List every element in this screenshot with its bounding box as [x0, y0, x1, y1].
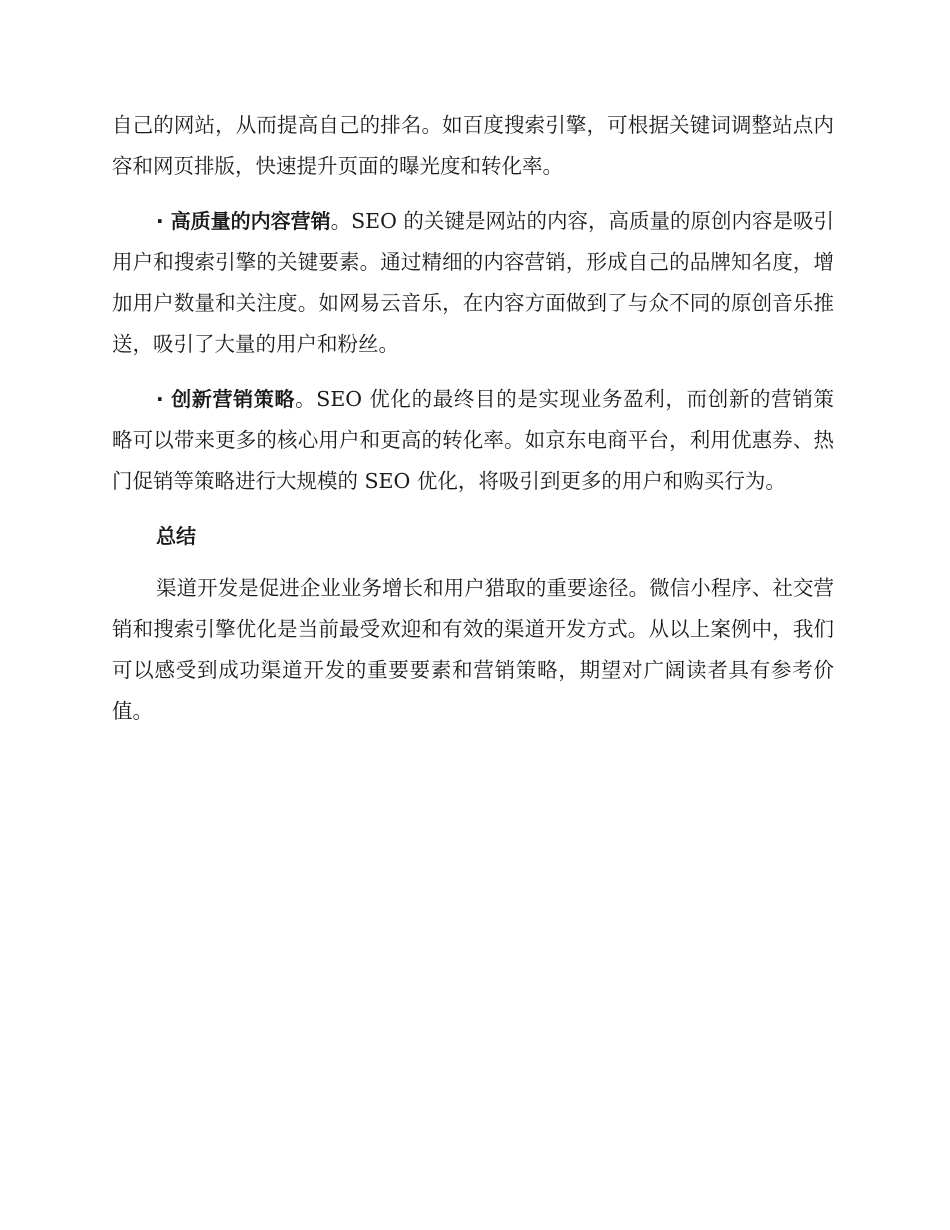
bullet-title-innovative-strategy: · 创新营销策略 [156, 387, 296, 411]
bullet-body-content-marketing: 。SEO 的关键是网站的内容，高质量的原创内容是吸引用户和搜索引擎的关键要素。通过精细的内容营销，形成自己的品牌知名度，增加用户数量和关注度。如网易云音乐，在内容方面做到了与众不同的原创音乐推送，吸引了大量的用户和粉丝。 [112, 209, 834, 356]
summary-heading: 总结 [156, 524, 196, 548]
bullet-title-content-marketing: · 高质量的内容营销 [156, 209, 331, 233]
summary-paragraph: 渠道开发是促进企业业务增长和用户猎取的重要途径。微信小程序、社交营销和搜索引擎优化是当前最受欢迎和有效的渠道开发方式。从以上案例中，我们可以感受到成功渠道开发的重要要素和营销策略，期望对广阔读者具有参考价值。 [112, 576, 834, 723]
bullet-body-innovative-strategy: 。SEO 优化的最终目的是实现业务盈利，而创新的营销策略可以带来更多的核心用户和更高的转化率。如京东电商平台，利用优惠券、热门促销等策略进行大规模的 SEO 优化，将吸引到更多的用户和购买行为。 [112, 387, 834, 493]
bullet-innovative-strategy [112, 379, 834, 502]
paragraph-seo-continuation: 自己的网站，从而提高自己的排名。如百度搜索引擎，可根据关键词调整站点内容和网页排版，快速提升页面的曝光度和转化率。 [112, 113, 834, 178]
bullet-content-marketing [112, 201, 834, 365]
document-page [112, 105, 834, 746]
